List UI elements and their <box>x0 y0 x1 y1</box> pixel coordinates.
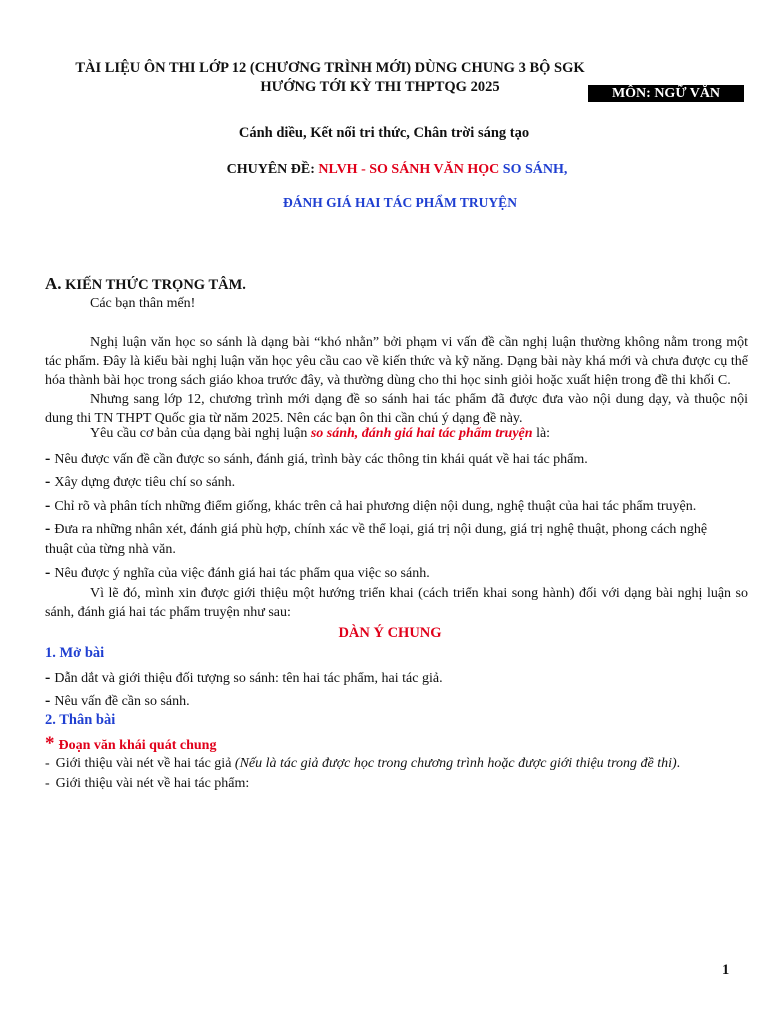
list-item: - Nêu được ý nghĩa của việc đánh giá hai tác phẩm qua việc so sánh. <box>45 564 430 581</box>
list-item-continuation: thuật của từng nhà văn. <box>45 542 176 557</box>
section-a-heading <box>45 274 246 294</box>
list-item-text: Nêu được ý nghĩa của việc đánh giá hai tác phẩm qua việc so sánh. <box>54 566 430 581</box>
header-title-line2: HƯỚNG TỚI KỲ THI THPTQG 2025 <box>260 79 500 95</box>
textbook-series: Cánh diều, Kết nối tri thức, Chân trời sáng tạo <box>238 125 530 141</box>
outline-subheading <box>45 733 216 755</box>
list-item: - Chỉ rõ và phân tích những điểm giống, khác trên cả hai phương diện nội dung, nghệ thuật của hai tác phẩm truyện. <box>45 497 697 514</box>
list-item-text: Giới thiệu vài nét về hai tác phẩm: <box>55 776 250 791</box>
outline-title: DÀN Ý CHUNG <box>338 625 442 641</box>
list-item: - Dẫn dắt và giới thiệu đối tượng so sánh: tên hai tác phẩm, hai tác giả. <box>45 669 443 686</box>
requirements-intro <box>90 426 550 442</box>
header-title-line1: TÀI LIỆU ÔN THI LỚP 12 (CHƯƠNG TRÌNH MỚI) DÙNG CHUNG 3 BỘ SGK <box>75 60 585 76</box>
topic-heading-line2: ĐÁNH GIÁ HAI TÁC PHẨM TRUYỆN <box>283 195 517 210</box>
list-item: - Đưa ra những nhân xét, đánh giá phù hợp, chính xác về thể loại, giá trị nội dung, giá trị nghệ thuật, phong cách nghệ <box>45 520 708 537</box>
topic-red-part: NLVH - SO SÁNH VĂN HỌC <box>318 162 503 177</box>
star-icon: * <box>45 733 55 754</box>
list-item-end: . <box>676 756 681 771</box>
requirements-highlight: so sánh, đánh giá hai tác phẩm truyện <box>310 426 533 441</box>
list-item-text: Chỉ rõ và phân tích những điểm giống, khác trên cả hai phương diện nội dung, nghệ thuật của hai tác phẩm truyện. <box>54 499 697 514</box>
list-item: - Nêu được vấn đề cần được so sánh, đánh giá, trình bày các thông tin khái quát về hai tác phẩm. <box>45 450 588 467</box>
topic-blue-part: SO SÁNH, <box>502 162 568 177</box>
list-item-text: Dẫn dắt và giới thiệu đối tượng so sánh: tên hai tác phẩm, hai tác giả. <box>54 671 443 686</box>
paragraph-3: Vì lẽ đó, mình xin được giới thiệu một hướng triển khai (cách triển khai song hành) đối với dạng bài nghị luận so sánh, đánh giá hai tác phẩm truyện như sau: <box>45 586 748 620</box>
requirements-intro-end: là: <box>532 426 551 441</box>
section-a-title: KIẾN THỨC TRỌNG TÂM. <box>61 277 246 293</box>
list-item: - Nêu vấn đề cần so sánh. <box>45 692 190 709</box>
topic-heading <box>0 162 768 178</box>
requirements-intro-text: Yêu cầu cơ bản của dạng bài nghị luận <box>90 426 311 441</box>
topic-label: CHUYÊN ĐỀ: <box>226 162 319 177</box>
outline-heading-body: 2. Thân bài <box>45 712 116 728</box>
list-item: - Giới thiệu vài nét về hai tác giả (Nếu là tác giả được học trong chương trình hoặc được giới thiệu trong đề thi). <box>45 756 681 771</box>
outline-subheading-text: Đoạn văn khái quát chung <box>58 738 217 753</box>
list-item-text: Nêu được vấn đề cần được so sánh, đánh giá, trình bày các thông tin khái quát về hai tác phẩm. <box>54 452 588 467</box>
list-item-text: Giới thiệu vài nét về hai tác giả <box>55 756 235 771</box>
page-number: 1 <box>722 962 730 978</box>
list-item: - Giới thiệu vài nét về hai tác phẩm: <box>45 776 250 791</box>
outline-heading-intro: 1. Mở bài <box>45 645 105 661</box>
section-a-letter: A. <box>45 274 62 293</box>
paragraph-1: Nghị luận văn học so sánh là dạng bài “khó nhằn” bởi phạm vi vấn đề cần nghị luận thường không nằm trong một tác phẩm. Đây là kiểu bài nghị luận văn học yêu cầu cao về kiến thức và kỹ năng. Dạng bài này khá mới và chưa được cụ thể hóa thành bài học trong sách giáo khoa trước đây, và thường dùng cho thi học sinh giỏi hoặc xuất hiện trong đề thi khối C. <box>45 335 748 388</box>
list-item-text: Xây dựng được tiêu chí so sánh. <box>54 475 236 490</box>
subject-badge: MÔN: NGỮ VĂN <box>588 85 744 102</box>
list-item-text: Nêu vấn đề cần so sánh. <box>54 694 190 709</box>
list-item-note: (Nếu là tác giả được học trong chương trình hoặc được giới thiệu trong đề thi) <box>234 756 677 771</box>
greeting: Các bạn thân mến! <box>90 296 196 311</box>
list-item: - Xây dựng được tiêu chí so sánh. <box>45 473 236 490</box>
paragraph-2: Nhưng sang lớp 12, chương trình mới dạng đề so sánh hai tác phẩm đã được đưa vào nội dung dạy, và thuộc nội dung thi TN THPT Quốc gia từ năm 2025. Nên các bạn ôn thi cần chú ý dạng đề này. <box>45 392 748 426</box>
list-item-text: Đưa ra những nhân xét, đánh giá phù hợp, chính xác về thể loại, giá trị nội dung, giá trị nghệ thuật, phong cách nghệ <box>54 522 708 537</box>
